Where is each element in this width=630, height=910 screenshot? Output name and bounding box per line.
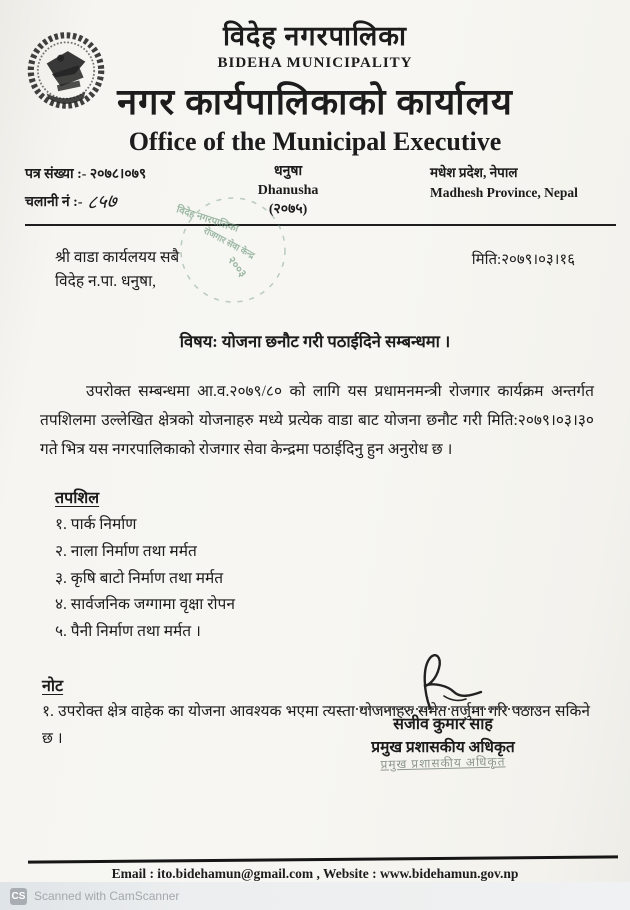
footer-divider: [28, 855, 618, 863]
footer: [0, 858, 630, 882]
province-nepali: मधेश प्रदेश, नेपाल: [429, 165, 518, 180]
municipality-name-nepali: विदेह नगरपालिका: [222, 21, 407, 51]
list-item: ४. सार्वजनिक जग्गामा वृक्षा रोपन: [55, 596, 235, 614]
details-heading: तपशिल: [55, 490, 100, 508]
details-list: [55, 512, 630, 645]
dispatch-number-handwritten: ८५७: [85, 190, 117, 214]
letter-date: मिति:२०७९।०३।१६: [471, 251, 575, 268]
signatory-stamp-text: प्रमुख प्रशासकीय अधिकृत: [380, 754, 506, 772]
dispatch-number-label: चलानी नं :-: [25, 195, 83, 211]
signature-block: [308, 652, 578, 771]
province-english: Madhesh Province, Nepal: [429, 185, 578, 201]
camscanner-text: Scanned with CamScanner: [34, 889, 180, 903]
list-item: ५. पैनी निर्माण तथा मर्मत ।: [55, 622, 201, 640]
district-name-nepali: धनुषा: [274, 164, 303, 179]
letter-number: पत्र संख्या :- २०७८।०७९: [25, 167, 147, 182]
contact-line: Email : ito.bidehamun@gmail.com , Website : www.bidehamun.gov.np: [111, 866, 519, 881]
signature-line: [348, 708, 538, 710]
province-block: [430, 163, 600, 204]
addressee-row: [0, 226, 630, 296]
body-paragraph: उपरोक्त सम्बन्धमा आ.व.२०७९/८० को लागि यस प्रधामनमन्त्री रोजगार कार्यक्रम अन्तर्गत तपशिलमा उल्लेखित क्षेत्रको योजनाहरु मध्ये प्रत्येक वाडा बाट योजना छनौट गरी मिति:२०७९।०३।३० गते भित्र यस नगरपालिकाको रोजगार सेवा केन्द्रमा पठाईदिनु हुन अनुरोध छ ।: [40, 383, 594, 458]
addressee-block: [55, 246, 179, 296]
camscanner-watermark: [0, 882, 630, 910]
district-name-english: Dhanusha: [257, 182, 319, 198]
list-item: १. पार्क निर्माण: [55, 516, 137, 534]
list-item: २. नाला निर्माण तथा मर्मत: [55, 542, 197, 560]
handwritten-signature: [378, 652, 508, 714]
reference-numbers: [25, 163, 146, 219]
list-item: ३. कृषि बाटो निर्माण तथा मर्मत: [55, 569, 224, 587]
signatory-title: प्रमुख प्रशासकीय अधिकृत: [371, 739, 515, 756]
note-text: १. उपरोक्त क्षेत्र वाहेक का योजना आवश्यक भएमा त्यस्ता योजनाहरु समेत तर्जुमा गरि पठाउन सकिने छ ।: [42, 702, 590, 748]
subject-line: विषय: योजना छनौट गरी पठाईदिने सम्बन्धमा ।: [179, 332, 451, 352]
stamp-arc-text: विदेह नगरपालिका: [175, 204, 240, 235]
addressee-line1: श्री वाडा कार्यलयय सबै: [55, 248, 180, 266]
stamp-arc-text: २००३: [225, 254, 249, 280]
municipality-name-english: BIDEHA MUNICIPALITY: [217, 55, 413, 71]
addressee-line2: विदेह न.पा. धनुषा,: [55, 273, 156, 291]
district-block: [175, 163, 348, 280]
note-heading: नोट: [42, 677, 64, 695]
details-section: [0, 486, 630, 645]
signatory-name: सजीव कुमार साह: [393, 716, 493, 733]
nepal-emblem-icon: [22, 28, 110, 120]
office-name-english: Office of the Municipal Executive: [128, 127, 502, 156]
camscanner-badge-icon: CS: [10, 888, 27, 905]
establishment-year: (२०७५): [268, 201, 308, 217]
stamp-arc-text: रोजगार सेवा केन्द्र: [202, 225, 257, 261]
office-name-nepali: नगर कार्यपालिकाको कार्यालय: [117, 82, 513, 122]
